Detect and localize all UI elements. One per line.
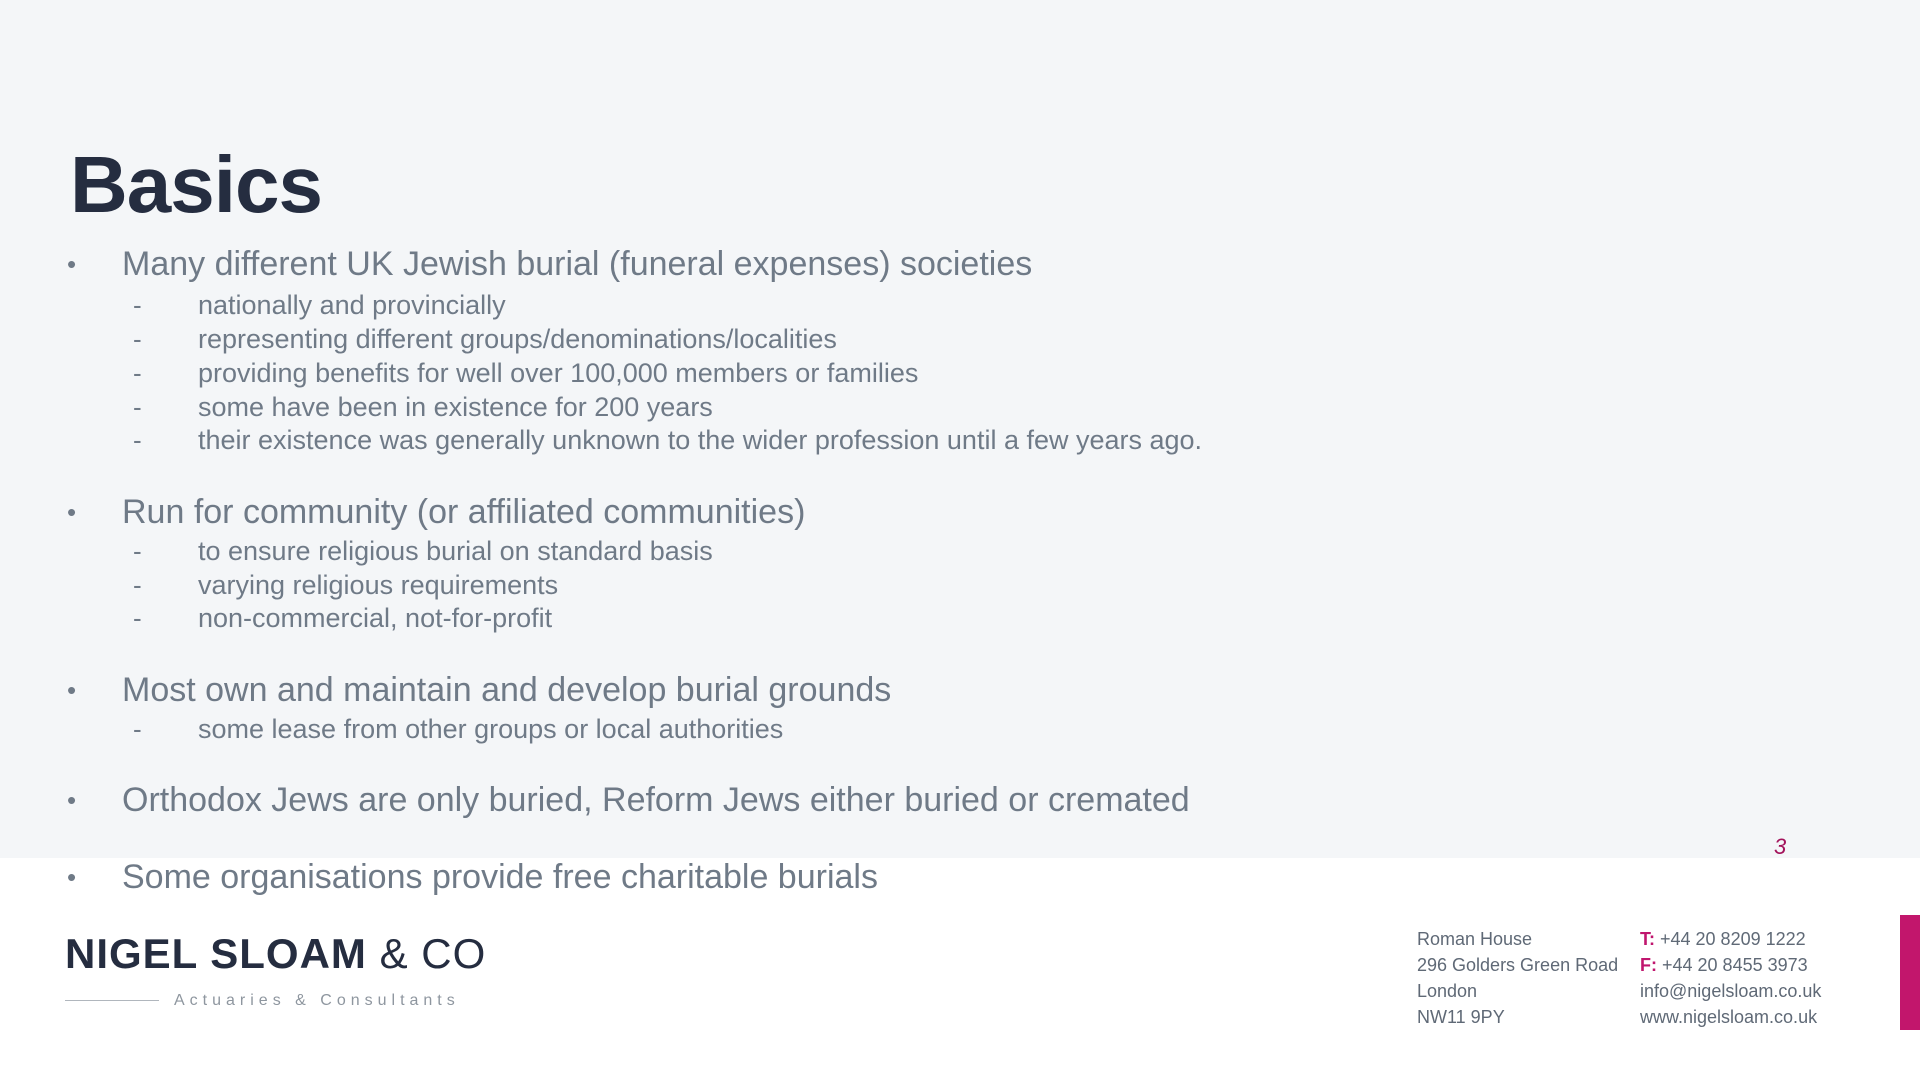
bullet-dot: •	[67, 862, 77, 892]
bullet-dot: •	[67, 785, 77, 815]
address-line: London	[1417, 981, 1478, 1001]
sub-bullet-item	[0, 601, 1500, 635]
logo-tagline: Actuaries & Consultants	[174, 992, 460, 1009]
address-line: 296 Golders Green Road	[1417, 955, 1619, 975]
sub-bullet-text: non-commercial, not-for-profit	[198, 603, 553, 633]
email-link[interactable]: info@nigelsloam.co.uk	[1640, 981, 1822, 1001]
sub-bullet-dash: -	[133, 603, 142, 633]
bullet-dot: •	[67, 675, 77, 705]
sub-bullet-dash: -	[133, 714, 142, 744]
bullet-text: Most own and maintain and develop burial grounds	[122, 671, 892, 709]
bullet-text: Run for community (or affiliated communities)	[122, 493, 806, 531]
logo-name-rest: & CO	[366, 930, 487, 977]
phone-key: T:	[1640, 929, 1655, 949]
slide-title: Basics	[70, 140, 322, 229]
sub-bullet-item	[0, 356, 1500, 390]
bullet-item	[0, 780, 1500, 820]
sub-bullet-dash: -	[133, 425, 142, 455]
logo-divider	[65, 1000, 159, 1001]
bullet-text: Orthodox Jews are only buried, Reform Jews either buried or cremated	[122, 781, 1190, 819]
bullet-item	[0, 857, 1500, 897]
sub-bullet-text: nationally and provincially	[198, 290, 506, 320]
bullet-text: Some organisations provide free charitable burials	[122, 858, 878, 896]
sub-bullet-text: some lease from other groups or local authorities	[198, 714, 784, 744]
phone-number: +44 20 8209 1222	[1655, 929, 1806, 949]
sub-bullet-text: providing benefits for well over 100,000 members or families	[198, 358, 919, 388]
fax-number: +44 20 8455 3973	[1657, 955, 1808, 975]
sub-bullet-dash: -	[133, 570, 142, 600]
sub-bullet-dash: -	[133, 536, 142, 566]
sub-bullet-dash: -	[133, 290, 142, 320]
sub-bullet-text: their existence was generally unknown to the wider profession until a few years ago.	[198, 425, 1203, 455]
sub-bullet-text: representing different groups/denominations/localities	[198, 324, 837, 354]
page-number: 3	[1774, 834, 1787, 859]
sub-bullet-dash: -	[133, 358, 142, 388]
bullet-item	[0, 244, 1500, 284]
sub-bullet-item	[0, 534, 1500, 568]
footer-contact	[1640, 926, 1821, 1030]
address-line: NW11 9PY	[1417, 1007, 1505, 1027]
sub-bullet-item	[0, 712, 1500, 746]
sub-bullet-text: to ensure religious burial on standard basis	[198, 536, 713, 566]
bullet-dot: •	[67, 497, 77, 527]
company-logo	[65, 930, 486, 978]
sub-bullet-item	[0, 390, 1500, 424]
sub-bullet-item	[0, 423, 1500, 457]
logo-name-bold: NIGEL SLOAM	[65, 930, 367, 977]
footer-address	[1417, 926, 1618, 1030]
fax-key: F:	[1640, 955, 1657, 975]
fax-line	[1640, 952, 1821, 978]
sub-bullet-text: some have been in existence for 200 years	[198, 392, 713, 422]
website-link[interactable]: www.nigelsloam.co.uk	[1640, 1007, 1818, 1027]
sub-bullet-dash: -	[133, 392, 142, 422]
sub-bullet-item	[0, 322, 1500, 356]
bullet-item	[0, 670, 1500, 710]
address-line: Roman House	[1417, 929, 1533, 949]
sub-bullet-item	[0, 568, 1500, 602]
bullet-text: Many different UK Jewish burial (funeral expenses) societies	[122, 245, 1033, 283]
sub-bullet-item	[0, 288, 1500, 322]
bullet-dot: •	[67, 249, 77, 279]
sub-bullet-text: varying religious requirements	[198, 570, 559, 600]
sub-bullet-dash: -	[133, 324, 142, 354]
phone-line	[1640, 926, 1821, 952]
bullet-item	[0, 492, 1500, 532]
accent-bar	[1900, 915, 1920, 1030]
